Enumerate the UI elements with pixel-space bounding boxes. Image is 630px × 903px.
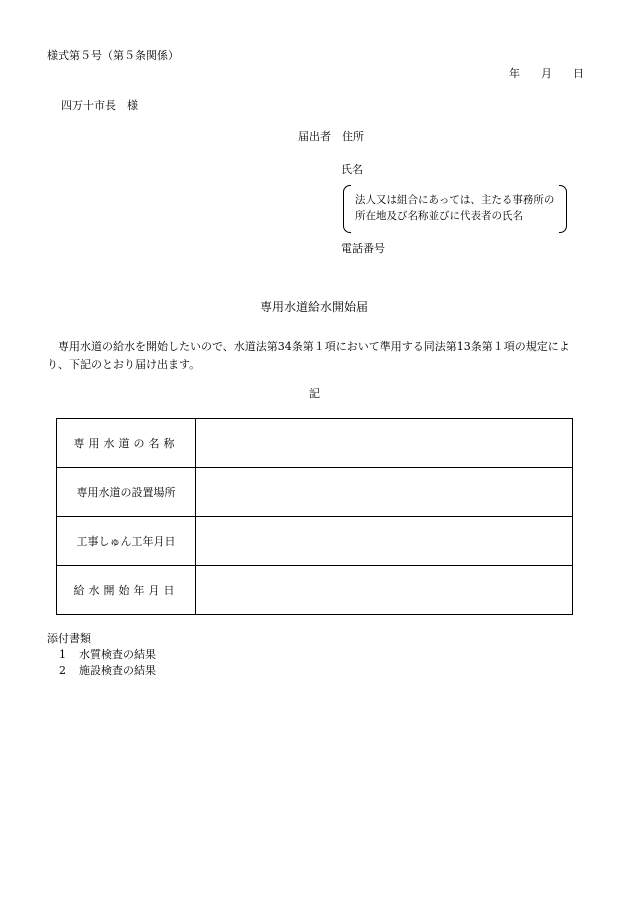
form-number: 様式第５号（第５条関係） xyxy=(47,49,179,62)
right-bracket xyxy=(559,185,567,233)
row-label-location: 専用水道の設置場所 xyxy=(57,468,196,517)
row-label-name: 専用水道の名称 xyxy=(57,419,196,468)
list-item: 1 水質検査の結果 xyxy=(59,648,156,661)
ki-heading: 記 xyxy=(309,387,320,400)
date-day: 日 xyxy=(573,67,584,80)
document-body: 専用水道の給水を開始したいので、水道法第34条第１項において準用する同法第13条第１項の規定により、下記のとおり届け出ます。 xyxy=(47,340,570,371)
detail-table xyxy=(56,418,573,615)
applicant-phone-label: 電話番号 xyxy=(341,242,385,255)
date-month: 月 xyxy=(541,67,552,80)
row-label-start-date: 給水開始年月日 xyxy=(57,566,196,615)
document-title: 専用水道給水開始届 xyxy=(260,300,369,314)
date-line xyxy=(509,67,584,81)
table-row xyxy=(57,517,573,566)
list-item: 2 施設検査の結果 xyxy=(59,664,156,677)
applicant-name-label: 氏名 xyxy=(341,163,363,176)
date-year: 年 xyxy=(509,67,520,80)
applicant-address-label: 届出者 住所 xyxy=(298,130,364,143)
row-value-name[interactable] xyxy=(196,419,573,468)
addressee: 四万十市長 様 xyxy=(61,99,138,112)
table-row xyxy=(57,468,573,517)
row-label-completion-date: 工事しゅん工年月日 xyxy=(57,517,196,566)
corporate-note-bracket xyxy=(343,185,567,231)
attachments xyxy=(47,631,156,679)
left-bracket xyxy=(343,185,351,233)
table-row xyxy=(57,419,573,468)
row-value-completion-date[interactable] xyxy=(196,517,573,566)
corporate-note-text: 法人又は組合にあっては、主たる事務所の所在地及び名称並びに代表者の氏名 xyxy=(355,194,555,222)
row-value-start-date[interactable] xyxy=(196,566,573,615)
attachments-heading: 添付書類 xyxy=(47,632,91,645)
table-row xyxy=(57,566,573,615)
row-value-location[interactable] xyxy=(196,468,573,517)
